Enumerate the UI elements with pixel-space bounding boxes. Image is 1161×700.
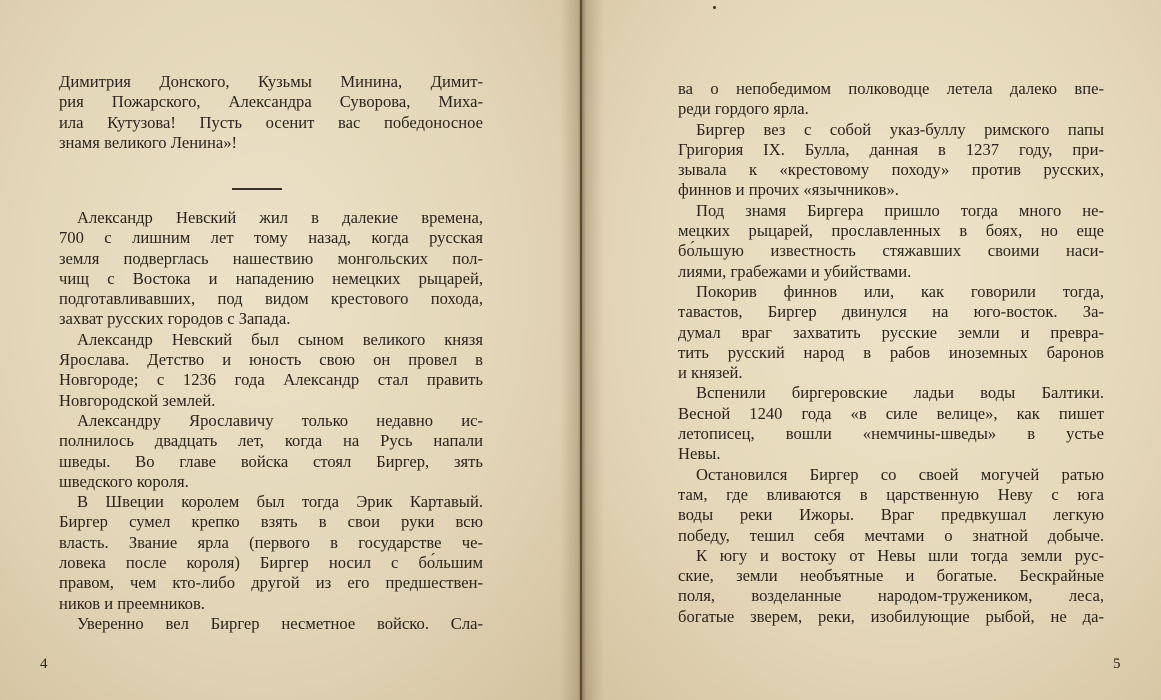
text-line: Невы. <box>678 444 721 464</box>
text-line: знамя великого Ленина»! <box>59 132 238 152</box>
text-line: В Швеции королем был тогда Эрик Картавый. <box>77 492 483 512</box>
text-line: чищ с Востока и нападению немецких рыцарей, <box>59 268 483 288</box>
right-page-body-text <box>678 79 1104 627</box>
page-number: 5 <box>1113 656 1121 672</box>
text-line: Александр Невский жил в далекие времена, <box>77 208 483 227</box>
text-line: финнов и прочих «язычников». <box>678 180 899 200</box>
text-line: Остановился Биргер со своей могучей ратью <box>696 464 1104 484</box>
section-divider <box>232 188 282 190</box>
text-line: правом, чем кто-либо другой из его предшествен- <box>59 573 483 593</box>
text-line: Вспенили биргеровские ладьи воды Балтики. <box>696 383 1104 403</box>
text-line: Биргер вез с собой указ-буллу римского папы <box>696 119 1104 139</box>
text-line: Уверенно вел Биргер несметное войско. Сла- <box>77 613 483 633</box>
text-line: реди гордого ярла. <box>678 99 809 119</box>
text-line: бо́льшую известность стяжавших своими наси- <box>678 241 1104 261</box>
left-page-body-text <box>59 208 483 634</box>
text-line: захват русских городов с Запада. <box>59 309 291 329</box>
text-line: поля, возделанные народом-тружеником, леса, <box>678 586 1104 606</box>
right-page <box>582 0 1161 700</box>
text-line: Новгороде; с 1236 года Александр стал править <box>59 370 483 390</box>
paper-speck <box>713 6 716 9</box>
text-line: полнилось двадцать лет, когда на Русь напали <box>59 431 483 451</box>
text-line: подготавливавших, под видом крестового похода, <box>59 289 483 309</box>
page-number: 4 <box>40 656 48 672</box>
left-page <box>0 0 580 700</box>
text-line: тить русский народ в рабов иноземных баронов <box>678 342 1104 362</box>
text-line: и князей. <box>678 363 743 383</box>
text-line: ские, земли необъятные и богатые. Бескрайные <box>678 566 1104 586</box>
text-line: зывала к «крестовому походу» против русских, <box>678 160 1104 180</box>
text-line: Новгородской землей. <box>59 390 216 410</box>
text-line: воды реки Ижоры. Враг предвкушал легкую <box>678 505 1104 525</box>
text-line: земля подверглась нашествию монгольских пол- <box>59 248 483 268</box>
text-line: Биргер сумел крепко взять в свои руки всю <box>59 512 483 532</box>
text-line: тавастов, Биргер двинулся на юго-восток. За- <box>678 302 1104 322</box>
text-line: там, где вливаются в царственную Неву с юга <box>678 484 1104 504</box>
text-line: ников и преемников. <box>59 593 205 613</box>
text-line: 700 с лишним лет тому назад, когда русская <box>59 228 483 248</box>
text-line: Димитрия Донского, Кузьмы Минина, Димит- <box>59 72 483 91</box>
text-line: летописец, вошли «немчины-шведы» в устье <box>678 424 1104 444</box>
text-line: Григория IX. Булла, данная в 1237 году, при- <box>678 139 1104 159</box>
text-line: шведы. Во главе войска стоял Биргер, зять <box>59 451 483 471</box>
text-line: Покорив финнов или, как говорили тогда, <box>696 281 1104 301</box>
text-line: Весной 1240 года «в силе велице», как пишет <box>678 403 1104 423</box>
text-line: ила Кутузова! Пусть осенит вас победоносное <box>59 112 483 132</box>
text-line: Ярослава. Детство и юность свою он провел в <box>59 350 483 370</box>
text-line: Александр Невский был сыном великого князя <box>77 329 483 349</box>
left-page-intro-text <box>59 72 483 153</box>
text-line: победу, тешил себя мечтами о знатной добыче. <box>678 525 1104 545</box>
text-line: думал враг захватить русские земли и превра- <box>678 322 1104 342</box>
text-line: рия Пожарского, Александра Суворова, Миха- <box>59 92 483 112</box>
text-line: лиями, грабежами и убийствами. <box>678 261 912 281</box>
text-line: власть. Звание ярла (первого в государстве че- <box>59 532 483 552</box>
text-line: богатые зверем, реки, изобилующие рыбой, не да- <box>678 606 1104 626</box>
text-line: шведского короля. <box>59 471 189 491</box>
text-line: мецких рыцарей, прославленных в боях, но еще <box>678 221 1104 241</box>
text-line: ва о непобедимом полководце летела далеко впе- <box>678 79 1104 98</box>
text-line: ловека после короля) Биргер носил с бо́льшим <box>59 553 483 573</box>
text-line: Под знамя Биргера пришло тогда много не- <box>696 200 1104 220</box>
text-line: Александру Ярославичу только недавно ис- <box>77 410 483 430</box>
text-line: К югу и востоку от Невы шли тогда земли рус- <box>696 545 1104 565</box>
